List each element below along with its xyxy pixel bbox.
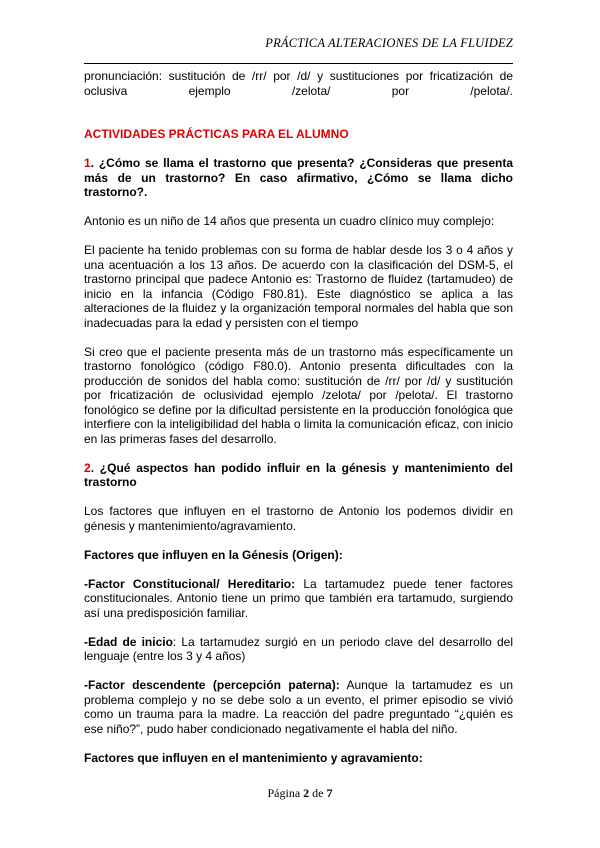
question-2 bbox=[84, 461, 513, 490]
header-divider bbox=[84, 63, 513, 64]
question-1-text: . ¿Cómo se llama el trastorno que presenta? ¿Consideras que presenta más de un trastorno? En caso afirmativo, ¿Cómo se llama dicho trastorno?. bbox=[84, 156, 513, 199]
paragraph-4: Los factores que influyen en el trastorno de Antonio los podemos dividir en génesis y mantenimiento/agravamiento. bbox=[84, 504, 513, 533]
question-1-number: 1 bbox=[84, 156, 91, 170]
question-2-number: 2 bbox=[84, 460, 91, 475]
footer-prefix: Página bbox=[267, 786, 304, 800]
question-2-text: . ¿Qué aspectos han podido influir en la génesis y mantenimiento del trastorno bbox=[84, 460, 513, 489]
intro-paragraph: pronunciación: sustitución de /rr/ por /d/ y sustituciones por fricatización de oclusiva ejemplo /zelota/ por /pelota/. bbox=[84, 69, 513, 98]
question-1 bbox=[84, 156, 513, 200]
footer-page-number: 2 bbox=[303, 786, 310, 800]
paragraph-3: Si creo que el paciente presenta más de un trastorno más específicamente un trastorno fonológico (código F80.0). Antonio presenta dificultades con la producción de sonidos del habla como: sustitución de /rr/ por /d/ y sustitución por fricatización de oclusividad ejemplo /zelota/ por /pelota/. El trastorno fonológico se define por la dificultad persistente en la producción fonológica que interfiere con la inteligibilidad del habla o limita la comunicación eficaz, con inicio en las primeras fases del desarrollo. bbox=[84, 344, 513, 446]
section-title: ACTIVIDADES PRÁCTICAS PARA EL ALUMNO bbox=[84, 127, 349, 141]
factor-constitucional-text: La tartamudez puede tener factores constitucionales. Antonio tiene un primo que también era tartamudo, surgiendo así una predisposición familiar. bbox=[84, 576, 513, 620]
paragraph-1: Antonio es un niño de 14 años que presenta un cuadro clínico muy complejo: bbox=[84, 214, 495, 228]
page-footer bbox=[0, 786, 600, 801]
factor-descendente bbox=[84, 678, 513, 736]
factor-constitucional bbox=[84, 577, 513, 621]
heading-mantenimiento: Factores que influyen en el mantenimiento y agravamiento: bbox=[84, 750, 423, 765]
factor-constitucional-label: -Factor Constitucional/ Hereditario: bbox=[84, 576, 296, 591]
document-body bbox=[84, 69, 513, 780]
paragraph-2: El paciente ha tenido problemas con su forma de hablar desde los 3 o 4 años y una acentuación a los 13 años. De acuerdo con la clasificación del DSM-5, el trastorno principal que padece Antonio es: Trastorno de fluidez (tartamudeo) de inicio en la infancia (Código F80.81). Este diagnóstico se aplica a las alteraciones de la fluidez y la organización temporal normales del habla que son inadecuadas para la edad y persisten con el tiempo bbox=[84, 243, 513, 330]
footer-middle: de bbox=[309, 786, 327, 800]
factor-edad-label: -Edad de inicio bbox=[84, 634, 173, 649]
factor-descendente-label: -Factor descendente (percepción paterna): bbox=[84, 678, 340, 692]
heading-genesis: Factores que influyen en la Génesis (Origen): bbox=[84, 547, 343, 562]
factor-edad bbox=[84, 635, 513, 664]
factor-edad-text: : La tartamudez surgió en un periodo clave del desarrollo del lenguaje (entre los 3 y 4 años) bbox=[84, 634, 513, 663]
page-header-title: PRÁCTICA ALTERACIONES DE LA FLUIDEZ bbox=[265, 36, 513, 50]
factor-descendente-text: Aunque la tartamudez es un problema complejo y no se debe solo a un evento, el primer episodio se vivió como un trauma para la madre. La reacción del padre preguntado “¿quién es ese niño?”, pudo haber condicionado negativamente el habla del niño. bbox=[84, 678, 513, 736]
footer-page-total: 7 bbox=[326, 786, 333, 800]
